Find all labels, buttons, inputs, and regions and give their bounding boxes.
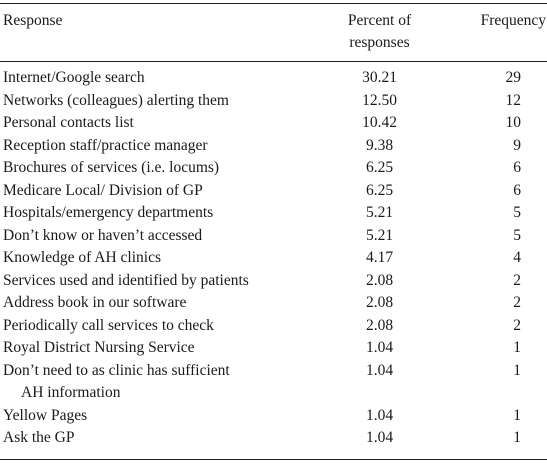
row-frequency: 4: [513, 249, 521, 266]
row-label: Brochures of services (i.e. locums): [3, 159, 220, 176]
row-label: [3, 360, 308, 405]
table-row: [0, 180, 547, 203]
row-label: Reception staff/practice manager: [3, 136, 208, 154]
row-label: Hospitals/emergency departments: [3, 204, 214, 221]
table-row: [0, 90, 547, 113]
table-row: [0, 157, 547, 180]
row-percent: 12.50: [362, 91, 397, 109]
row-label: Services used and identified by patients: [3, 271, 249, 289]
row-label: Royal District Nursing Service: [3, 339, 195, 356]
row-frequency: 1: [513, 406, 521, 424]
row-frequency: 9: [513, 136, 521, 154]
table-row: [0, 135, 547, 158]
header-percent-line1: Percent of: [347, 12, 412, 29]
table-row: [0, 67, 547, 90]
table-row: [0, 225, 547, 248]
row-frequency: 5: [513, 204, 521, 221]
table-row: [0, 360, 547, 405]
row-percent: 4.17: [365, 249, 394, 266]
row-frequency: 1: [513, 429, 521, 446]
row-label: Periodically call services to check: [3, 316, 214, 334]
table-row: [0, 427, 547, 450]
row-percent: 2.08: [365, 271, 394, 289]
header-percent: [318, 10, 441, 54]
row-frequency: 2: [513, 294, 521, 311]
table-body: [0, 67, 547, 450]
row-percent: 2.08: [365, 316, 394, 334]
row-label: Personal contacts list: [3, 114, 134, 131]
row-percent: 1.04: [365, 339, 394, 356]
row-label: Address book in our software: [3, 294, 187, 311]
row-frequency: 1: [513, 361, 521, 379]
header-frequency: Frequency: [480, 12, 546, 29]
table-top-rule: [0, 3, 547, 4]
header-response: Response: [3, 12, 63, 29]
row-percent: 6.25: [365, 159, 394, 176]
row-percent: 1.04: [365, 361, 394, 379]
row-frequency: 6: [513, 159, 521, 176]
row-percent: 9.38: [365, 136, 394, 154]
row-percent: 6.25: [365, 181, 394, 199]
row-frequency: 12: [505, 91, 521, 109]
table-bottom-rule: [0, 459, 547, 460]
table-row: [0, 202, 547, 225]
row-frequency: 5: [513, 226, 521, 244]
table-row: [0, 270, 547, 293]
row-percent: 2.08: [365, 294, 394, 311]
row-percent: 30.21: [362, 69, 397, 86]
row-frequency: 29: [505, 69, 521, 86]
header-percent-line2: responses: [349, 34, 410, 51]
table-row: [0, 405, 547, 428]
row-label: Networks (colleagues) alerting them: [3, 91, 229, 109]
row-percent: 1.04: [365, 406, 394, 424]
row-label: Yellow Pages: [3, 406, 88, 424]
table-row: [0, 315, 547, 338]
row-label: Medicare Local/ Division of GP: [3, 181, 203, 199]
row-label-line1: Don’t need to as clinic has sufficient: [3, 361, 230, 379]
row-label: Don’t know or haven’t accessed: [3, 226, 203, 244]
row-label-line2: AH information: [21, 384, 121, 401]
row-frequency: 6: [513, 181, 521, 199]
row-percent: 5.21: [365, 226, 394, 244]
row-percent: 10.42: [362, 114, 397, 131]
row-frequency: 1: [513, 339, 521, 356]
row-label: Internet/Google search: [3, 69, 145, 86]
table-row: [0, 292, 547, 315]
table-row: [0, 337, 547, 360]
row-percent: 1.04: [365, 429, 394, 446]
table-row: [0, 247, 547, 270]
table-row: [0, 112, 547, 135]
row-label: Knowledge of AH clinics: [3, 249, 161, 266]
header-rule: [0, 61, 547, 62]
row-frequency: 2: [513, 271, 521, 289]
row-label: Ask the GP: [3, 429, 75, 446]
row-percent: 5.21: [365, 204, 394, 221]
row-frequency: 2: [513, 316, 521, 334]
row-frequency: 10: [505, 114, 521, 131]
